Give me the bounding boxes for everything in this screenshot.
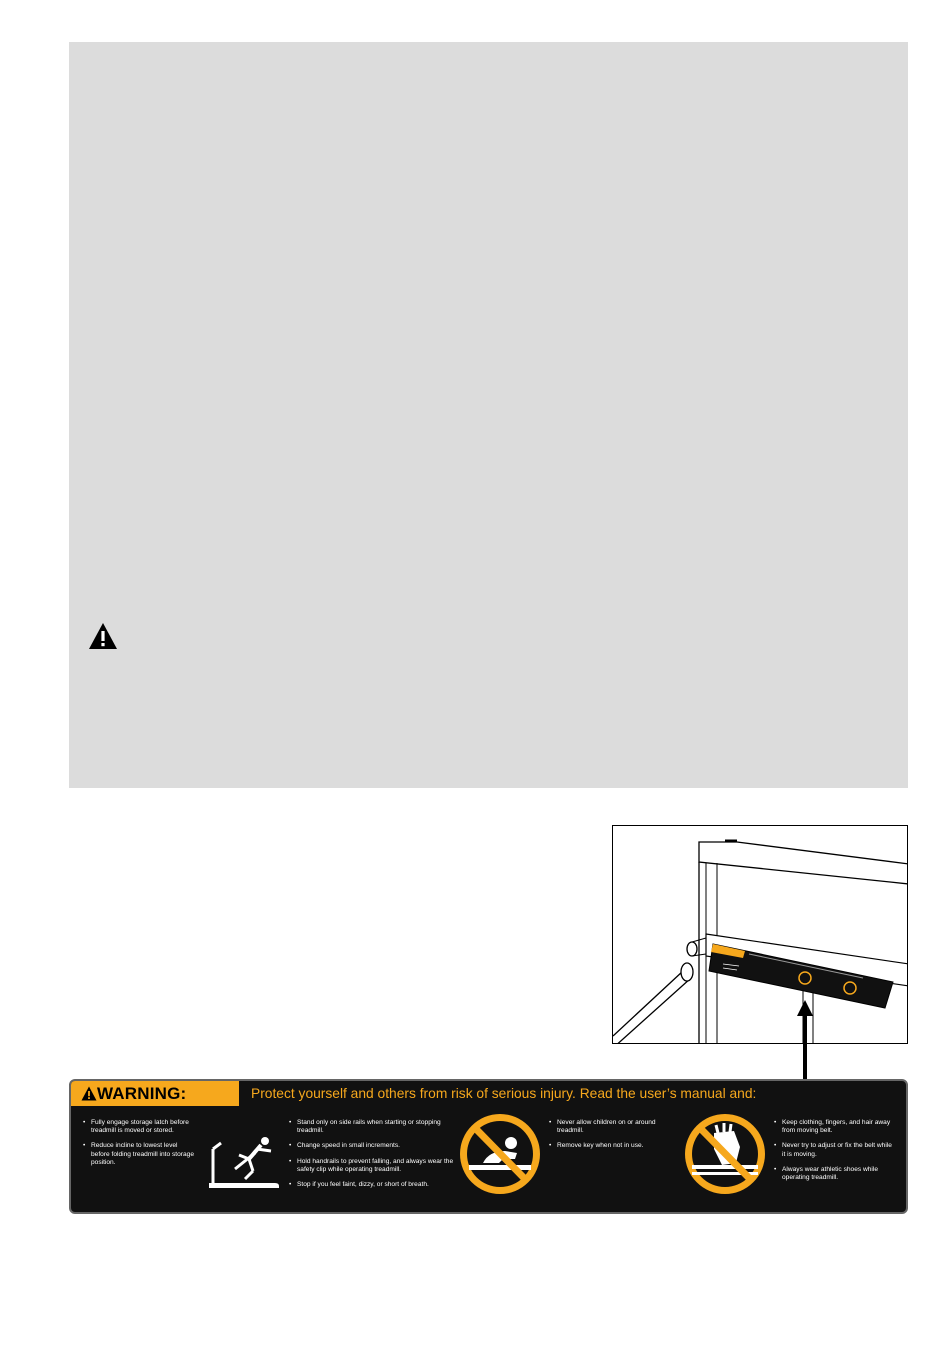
label-column-4: [774, 1119, 894, 1189]
list-item: • Stop if you feel faint, dizzy, or short of breath.: [289, 1181, 454, 1189]
label-column-2: [289, 1119, 454, 1196]
label-column-1: [83, 1119, 195, 1174]
list-item: • Reduce incline to lowest level before folding treadmill into storage position.: [83, 1142, 195, 1167]
list-item: • Hold handrails to prevent falling, and always wear the safety clip while operating treadmill.: [289, 1158, 454, 1174]
grey-text-panel: [69, 42, 908, 788]
list-item: • Fully engage storage latch before treadmill is moved or stored.: [83, 1119, 195, 1135]
warning-triangle-icon: [88, 622, 118, 650]
list-item: • Change speed in small increments.: [289, 1142, 454, 1150]
warning-label: [69, 1079, 908, 1214]
no-children-icon: [459, 1113, 541, 1195]
label-headline: Protect yourself and others from risk of serious injury. Read the user’s manual and:: [251, 1086, 757, 1101]
warning-badge: [71, 1081, 239, 1106]
pointer-arrow: [797, 1000, 813, 1080]
warning-word: WARNING:: [97, 1084, 187, 1103]
falling-person-icon: [205, 1133, 285, 1189]
label-column-3: [549, 1119, 657, 1158]
list-item: • Never try to adjust or fix the belt while it is moving.: [774, 1142, 894, 1158]
warning-triangle-icon: [81, 1086, 97, 1101]
list-item: • Always wear athletic shoes while operating treadmill.: [774, 1166, 894, 1182]
treadmill-label-location-illustration: [612, 825, 908, 1044]
list-item: • Never allow children on or around treadmill.: [549, 1119, 657, 1135]
list-item: • Remove key when not in use.: [549, 1142, 657, 1150]
label-header: [71, 1081, 906, 1106]
list-item: • Keep clothing, fingers, and hair away from moving belt.: [774, 1119, 894, 1135]
list-item: • Stand only on side rails when starting or stopping treadmill.: [289, 1119, 454, 1135]
no-hands-near-belt-icon: [684, 1113, 766, 1195]
